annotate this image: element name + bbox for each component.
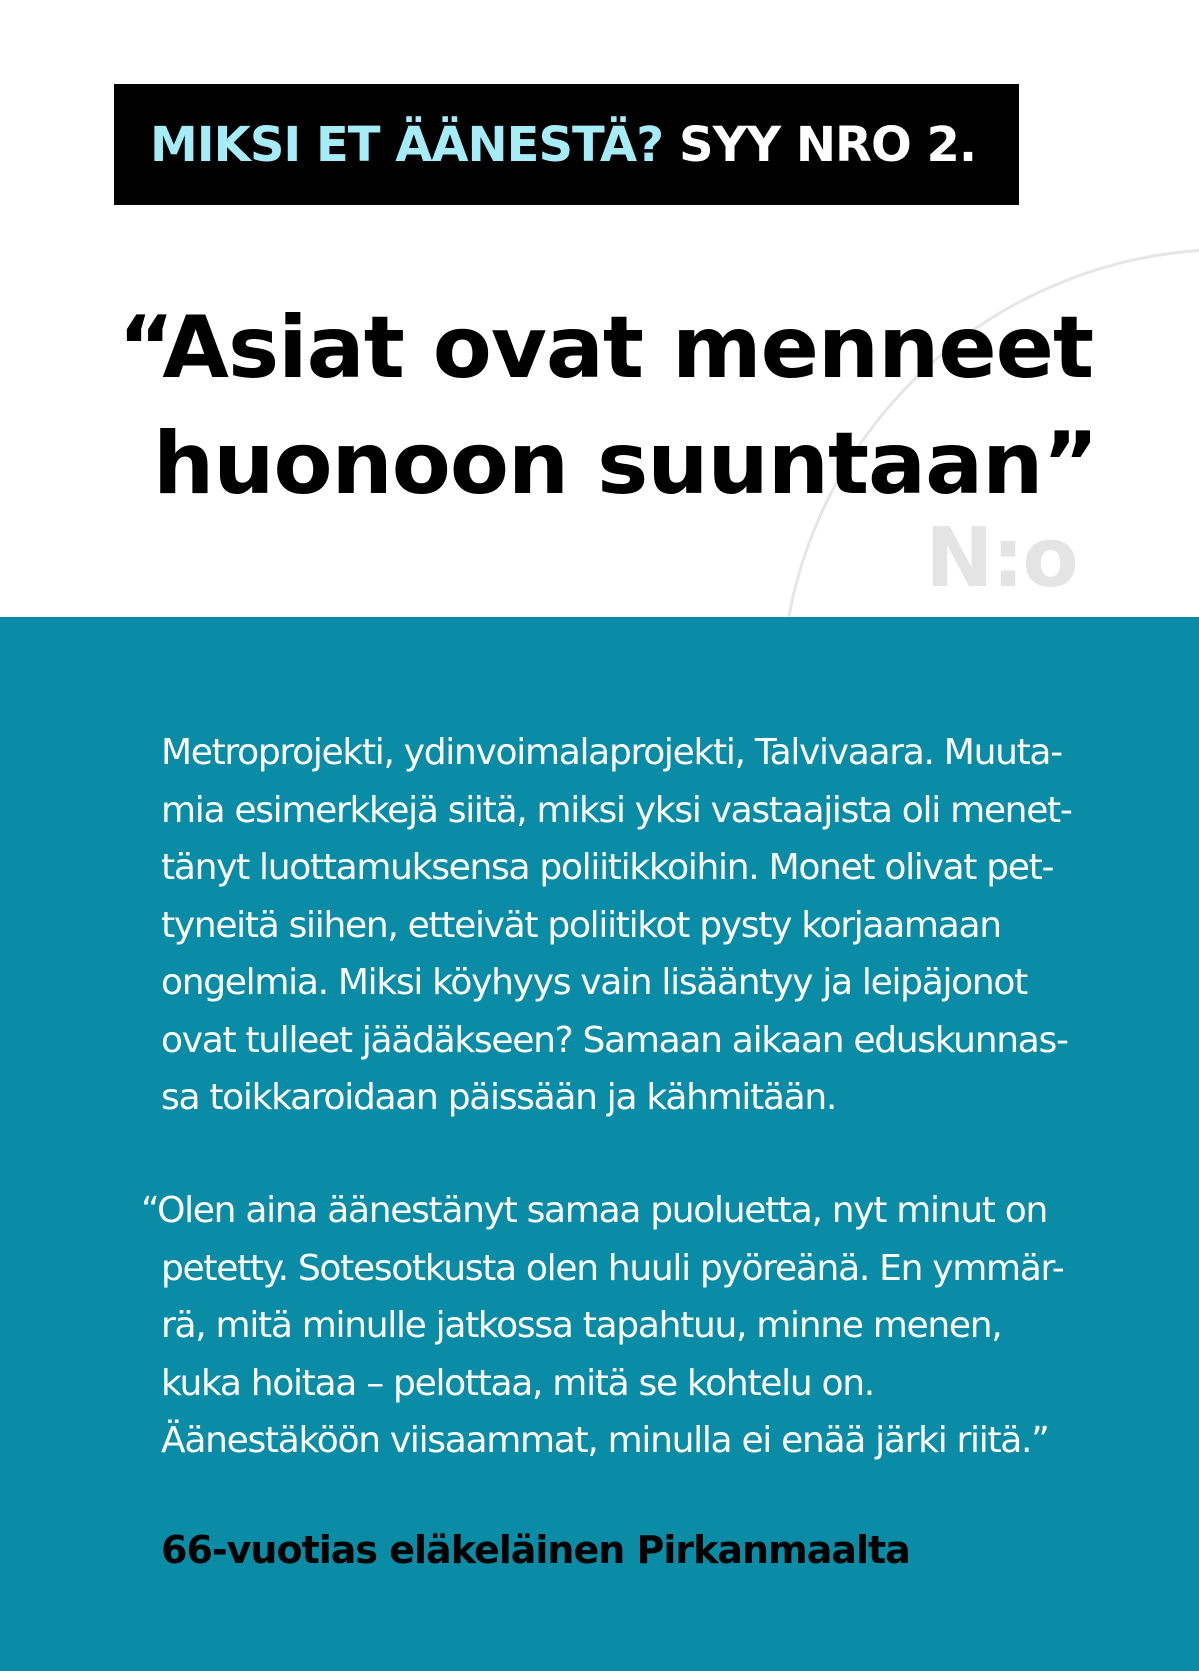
title-badge bbox=[114, 84, 1019, 205]
body-line: Metroprojekti, ydinvoimalaprojekti, Talvivaara. Muuta- bbox=[161, 732, 1062, 773]
headline bbox=[118, 290, 1098, 522]
quote-line: petetty. Sotesotkusta olen huuli pyöreänä. En ymmär- bbox=[161, 1247, 1064, 1289]
badge-question: MIKSI ET ÄÄNESTÄ? bbox=[150, 116, 664, 173]
quote-attribution: 66-vuotias eläkeläinen Pirkanmaalta bbox=[161, 1528, 910, 1572]
quote-line: Äänestäköön viisaammat, minulla ei enää järki riitä.” bbox=[161, 1420, 1049, 1461]
quote-paragraph bbox=[141, 1182, 1121, 1470]
headline-line-2: huonoon suuntaan” bbox=[153, 414, 1098, 514]
body-line: sa toikkaroidaan päissään ja kähmitään. bbox=[161, 1077, 837, 1118]
body-line: ovat tulleet jäädäkseen? Samaan aikaan eduskunnas- bbox=[161, 1019, 1068, 1061]
body-line: tyneitä siihen, etteivät poliitikot pysty korjaamaan bbox=[161, 904, 1001, 946]
headline-line-1: “Asiat ovat menneet bbox=[118, 298, 1094, 398]
header-section bbox=[0, 0, 1199, 617]
quote-line: “Olen aina äänestänyt samaa puoluetta, nyt minut on bbox=[141, 1190, 1047, 1231]
body-line: tänyt luottamuksensa poliitikkoihin. Monet olivat pet- bbox=[161, 847, 1054, 888]
quote-line: kuka hoitaa – pelottaa, mitä se kohtelu on. bbox=[161, 1362, 874, 1404]
logo-mark: N:o bbox=[925, 511, 1077, 606]
badge-reason: SYY NRO 2. bbox=[679, 116, 977, 173]
body-line: ongelmia. Miksi köyhyys vain lisääntyy ja leipäjonot bbox=[161, 962, 1027, 1003]
quote-line: rä, mitä minulle jatkossa tapahtuu, minne menen, bbox=[161, 1305, 1002, 1346]
body-paragraph bbox=[161, 724, 1121, 1127]
body-line: mia esimerkkejä siitä, miksi yksi vastaajista oli menet- bbox=[161, 789, 1072, 831]
